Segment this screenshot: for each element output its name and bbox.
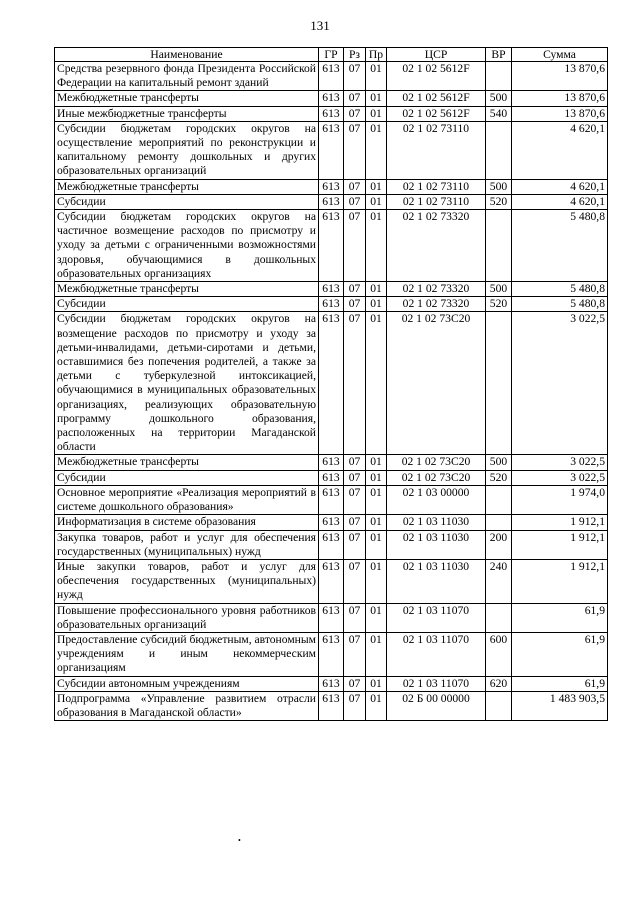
cell-rz: 07 bbox=[344, 485, 366, 514]
table-row bbox=[55, 91, 608, 106]
cell-pr: 01 bbox=[366, 106, 387, 121]
cell-csr: 02 1 02 5612F bbox=[387, 62, 486, 91]
cell-name: Иные закупки товаров, работ и услуг для обеспечения государственных (муниципальных) нужд bbox=[55, 559, 319, 603]
cell-pr: 01 bbox=[366, 62, 387, 91]
cell-pr: 01 bbox=[366, 632, 387, 676]
cell-gr: 613 bbox=[319, 62, 344, 91]
cell-gr: 613 bbox=[319, 210, 344, 282]
cell-name: Субсидии бюджетам городских округов на возмещение расходов по присмотру и уходу за детьми-инвалидами, детьми-сиротами и детьми, оставшимися без попечения родителей, а также за детьми с туберкулезной интоксикацией, обучающимися в муниципальных образовательных организациях, реализующих образовательную программу дошкольного образования, расположенных на территории Магаданской области bbox=[55, 312, 319, 455]
cell-vr: 520 bbox=[486, 297, 512, 312]
cell-sum: 4 620,1 bbox=[512, 121, 608, 179]
cell-pr: 01 bbox=[366, 676, 387, 691]
cell-pr: 01 bbox=[366, 121, 387, 179]
cell-name: Подпрограмма «Управление развитием отрасли образования в Магаданской области» bbox=[55, 691, 319, 720]
cell-vr bbox=[486, 121, 512, 179]
table-row bbox=[55, 530, 608, 559]
column-header-pr: Пр bbox=[366, 48, 387, 62]
cell-sum: 1 912,1 bbox=[512, 515, 608, 530]
cell-name: Субсидии bbox=[55, 297, 319, 312]
cell-name: Средства резервного фонда Президента Российской Федерации на капитальный ремонт зданий bbox=[55, 62, 319, 91]
cell-sum: 5 480,8 bbox=[512, 297, 608, 312]
cell-csr: 02 Б 00 00000 bbox=[387, 691, 486, 720]
cell-pr: 01 bbox=[366, 210, 387, 282]
cell-rz: 07 bbox=[344, 530, 366, 559]
cell-gr: 613 bbox=[319, 603, 344, 632]
cell-sum: 1 912,1 bbox=[512, 530, 608, 559]
cell-pr: 01 bbox=[366, 485, 387, 514]
column-header-gr: ГР bbox=[319, 48, 344, 62]
cell-vr: 520 bbox=[486, 194, 512, 209]
cell-vr bbox=[486, 312, 512, 455]
table-header-row bbox=[55, 48, 608, 62]
cell-rz: 07 bbox=[344, 691, 366, 720]
cell-vr: 240 bbox=[486, 559, 512, 603]
cell-name: Основное мероприятие «Реализация мероприятий в системе дошкольного образования» bbox=[55, 485, 319, 514]
cell-vr: 200 bbox=[486, 530, 512, 559]
cell-gr: 613 bbox=[319, 106, 344, 121]
cell-vr bbox=[486, 603, 512, 632]
cell-rz: 07 bbox=[344, 297, 366, 312]
cell-name: Предоставление субсидий бюджетным, автономным учреждениям и иным некоммерческим организациям bbox=[55, 632, 319, 676]
cell-pr: 01 bbox=[366, 470, 387, 485]
table-row bbox=[55, 312, 608, 455]
cell-csr: 02 1 02 73С20 bbox=[387, 455, 486, 470]
cell-csr: 02 1 03 11030 bbox=[387, 559, 486, 603]
cell-csr: 02 1 02 73110 bbox=[387, 194, 486, 209]
table-row bbox=[55, 121, 608, 179]
cell-rz: 07 bbox=[344, 282, 366, 297]
cell-vr: 540 bbox=[486, 106, 512, 121]
cell-csr: 02 1 02 73110 bbox=[387, 179, 486, 194]
cell-gr: 613 bbox=[319, 530, 344, 559]
cell-rz: 07 bbox=[344, 106, 366, 121]
cell-gr: 613 bbox=[319, 632, 344, 676]
cell-csr: 02 1 02 73320 bbox=[387, 282, 486, 297]
cell-pr: 01 bbox=[366, 603, 387, 632]
cell-sum: 1 483 903,5 bbox=[512, 691, 608, 720]
cell-gr: 613 bbox=[319, 179, 344, 194]
cell-vr: 620 bbox=[486, 676, 512, 691]
cell-sum: 5 480,8 bbox=[512, 210, 608, 282]
cell-sum: 4 620,1 bbox=[512, 179, 608, 194]
cell-name: Закупка товаров, работ и услуг для обеспечения государственных (муниципальных) нужд bbox=[55, 530, 319, 559]
cell-csr: 02 1 03 11070 bbox=[387, 603, 486, 632]
cell-rz: 07 bbox=[344, 312, 366, 455]
cell-csr: 02 1 03 11030 bbox=[387, 530, 486, 559]
table-row bbox=[55, 62, 608, 91]
cell-rz: 07 bbox=[344, 210, 366, 282]
cell-name: Субсидии bbox=[55, 470, 319, 485]
cell-vr bbox=[486, 210, 512, 282]
cell-csr: 02 1 02 5612F bbox=[387, 106, 486, 121]
cell-vr: 500 bbox=[486, 455, 512, 470]
cell-rz: 07 bbox=[344, 515, 366, 530]
cell-vr bbox=[486, 62, 512, 91]
cell-sum: 13 870,6 bbox=[512, 91, 608, 106]
cell-vr bbox=[486, 691, 512, 720]
cell-name: Субсидии бюджетам городских округов на осуществление мероприятий по реконструкции и капитальному ремонту дошкольных и других образовательных организаций bbox=[55, 121, 319, 179]
cell-name: Межбюджетные трансферты bbox=[55, 91, 319, 106]
cell-csr: 02 1 02 73С20 bbox=[387, 312, 486, 455]
cell-name: Информатизация в системе образования bbox=[55, 515, 319, 530]
table-row bbox=[55, 455, 608, 470]
cell-vr: 500 bbox=[486, 179, 512, 194]
table-row bbox=[55, 603, 608, 632]
cell-sum: 61,9 bbox=[512, 632, 608, 676]
cell-pr: 01 bbox=[366, 282, 387, 297]
cell-csr: 02 1 02 73С20 bbox=[387, 470, 486, 485]
cell-sum: 5 480,8 bbox=[512, 282, 608, 297]
cell-name: Иные межбюджетные трансферты bbox=[55, 106, 319, 121]
cell-rz: 07 bbox=[344, 603, 366, 632]
cell-gr: 613 bbox=[319, 515, 344, 530]
table-row bbox=[55, 515, 608, 530]
cell-rz: 07 bbox=[344, 559, 366, 603]
table-body bbox=[55, 62, 608, 721]
cell-csr: 02 1 03 00000 bbox=[387, 485, 486, 514]
column-header-rz: Рз bbox=[344, 48, 366, 62]
cell-vr: 520 bbox=[486, 470, 512, 485]
cell-csr: 02 1 02 5612F bbox=[387, 91, 486, 106]
cell-csr: 02 1 03 11070 bbox=[387, 676, 486, 691]
cell-csr: 02 1 03 11030 bbox=[387, 515, 486, 530]
cell-pr: 01 bbox=[366, 91, 387, 106]
cell-rz: 07 bbox=[344, 91, 366, 106]
cell-sum: 61,9 bbox=[512, 603, 608, 632]
cell-sum: 3 022,5 bbox=[512, 312, 608, 455]
cell-gr: 613 bbox=[319, 282, 344, 297]
cell-pr: 01 bbox=[366, 297, 387, 312]
page-number: 131 bbox=[310, 18, 330, 33]
scan-dot: • bbox=[238, 836, 241, 845]
cell-pr: 01 bbox=[366, 455, 387, 470]
cell-pr: 01 bbox=[366, 179, 387, 194]
cell-sum: 3 022,5 bbox=[512, 470, 608, 485]
cell-pr: 01 bbox=[366, 312, 387, 455]
cell-sum: 3 022,5 bbox=[512, 455, 608, 470]
cell-sum: 61,9 bbox=[512, 676, 608, 691]
cell-vr: 500 bbox=[486, 91, 512, 106]
column-header-sum: Сумма bbox=[512, 48, 608, 62]
cell-csr: 02 1 02 73320 bbox=[387, 297, 486, 312]
cell-gr: 613 bbox=[319, 676, 344, 691]
cell-gr: 613 bbox=[319, 91, 344, 106]
cell-rz: 07 bbox=[344, 676, 366, 691]
table-row bbox=[55, 282, 608, 297]
cell-rz: 07 bbox=[344, 62, 366, 91]
column-header-vr: ВР bbox=[486, 48, 512, 62]
cell-name: Межбюджетные трансферты bbox=[55, 455, 319, 470]
cell-name: Межбюджетные трансферты bbox=[55, 282, 319, 297]
cell-pr: 01 bbox=[366, 530, 387, 559]
cell-gr: 613 bbox=[319, 559, 344, 603]
cell-gr: 613 bbox=[319, 485, 344, 514]
cell-name: Субсидии бюджетам городских округов на частичное возмещение расходов по присмотру и уходу за детьми с ограниченными возможностями здоровья, обучающимися в дошкольных образовательных организациях bbox=[55, 210, 319, 282]
table-row bbox=[55, 559, 608, 603]
cell-vr bbox=[486, 485, 512, 514]
column-header-csr: ЦСР bbox=[387, 48, 486, 62]
cell-rz: 07 bbox=[344, 632, 366, 676]
cell-name: Повышение профессионального уровня работников образовательных организаций bbox=[55, 603, 319, 632]
table-row bbox=[55, 632, 608, 676]
budget-table bbox=[54, 47, 608, 721]
table-row bbox=[55, 485, 608, 514]
cell-gr: 613 bbox=[319, 312, 344, 455]
cell-rz: 07 bbox=[344, 455, 366, 470]
cell-name: Субсидии автономным учреждениям bbox=[55, 676, 319, 691]
column-header-name: Наименование bbox=[55, 48, 319, 62]
cell-pr: 01 bbox=[366, 691, 387, 720]
cell-name: Межбюджетные трансферты bbox=[55, 179, 319, 194]
cell-sum: 1 974,0 bbox=[512, 485, 608, 514]
table-row bbox=[55, 179, 608, 194]
table-row bbox=[55, 297, 608, 312]
cell-rz: 07 bbox=[344, 121, 366, 179]
cell-vr bbox=[486, 515, 512, 530]
cell-pr: 01 bbox=[366, 559, 387, 603]
cell-rz: 07 bbox=[344, 194, 366, 209]
cell-gr: 613 bbox=[319, 455, 344, 470]
cell-vr: 600 bbox=[486, 632, 512, 676]
cell-csr: 02 1 02 73320 bbox=[387, 210, 486, 282]
cell-gr: 613 bbox=[319, 297, 344, 312]
cell-gr: 613 bbox=[319, 121, 344, 179]
cell-csr: 02 1 02 73110 bbox=[387, 121, 486, 179]
cell-gr: 613 bbox=[319, 470, 344, 485]
table-row bbox=[55, 470, 608, 485]
cell-sum: 13 870,6 bbox=[512, 106, 608, 121]
cell-pr: 01 bbox=[366, 194, 387, 209]
cell-gr: 613 bbox=[319, 194, 344, 209]
cell-sum: 1 912,1 bbox=[512, 559, 608, 603]
cell-sum: 4 620,1 bbox=[512, 194, 608, 209]
table-row bbox=[55, 106, 608, 121]
cell-name: Субсидии bbox=[55, 194, 319, 209]
table-row bbox=[55, 194, 608, 209]
cell-gr: 613 bbox=[319, 691, 344, 720]
cell-csr: 02 1 03 11070 bbox=[387, 632, 486, 676]
table-row bbox=[55, 691, 608, 720]
table-row bbox=[55, 210, 608, 282]
cell-sum: 13 870,6 bbox=[512, 62, 608, 91]
cell-rz: 07 bbox=[344, 470, 366, 485]
cell-rz: 07 bbox=[344, 179, 366, 194]
cell-pr: 01 bbox=[366, 515, 387, 530]
table-row bbox=[55, 676, 608, 691]
cell-vr: 500 bbox=[486, 282, 512, 297]
